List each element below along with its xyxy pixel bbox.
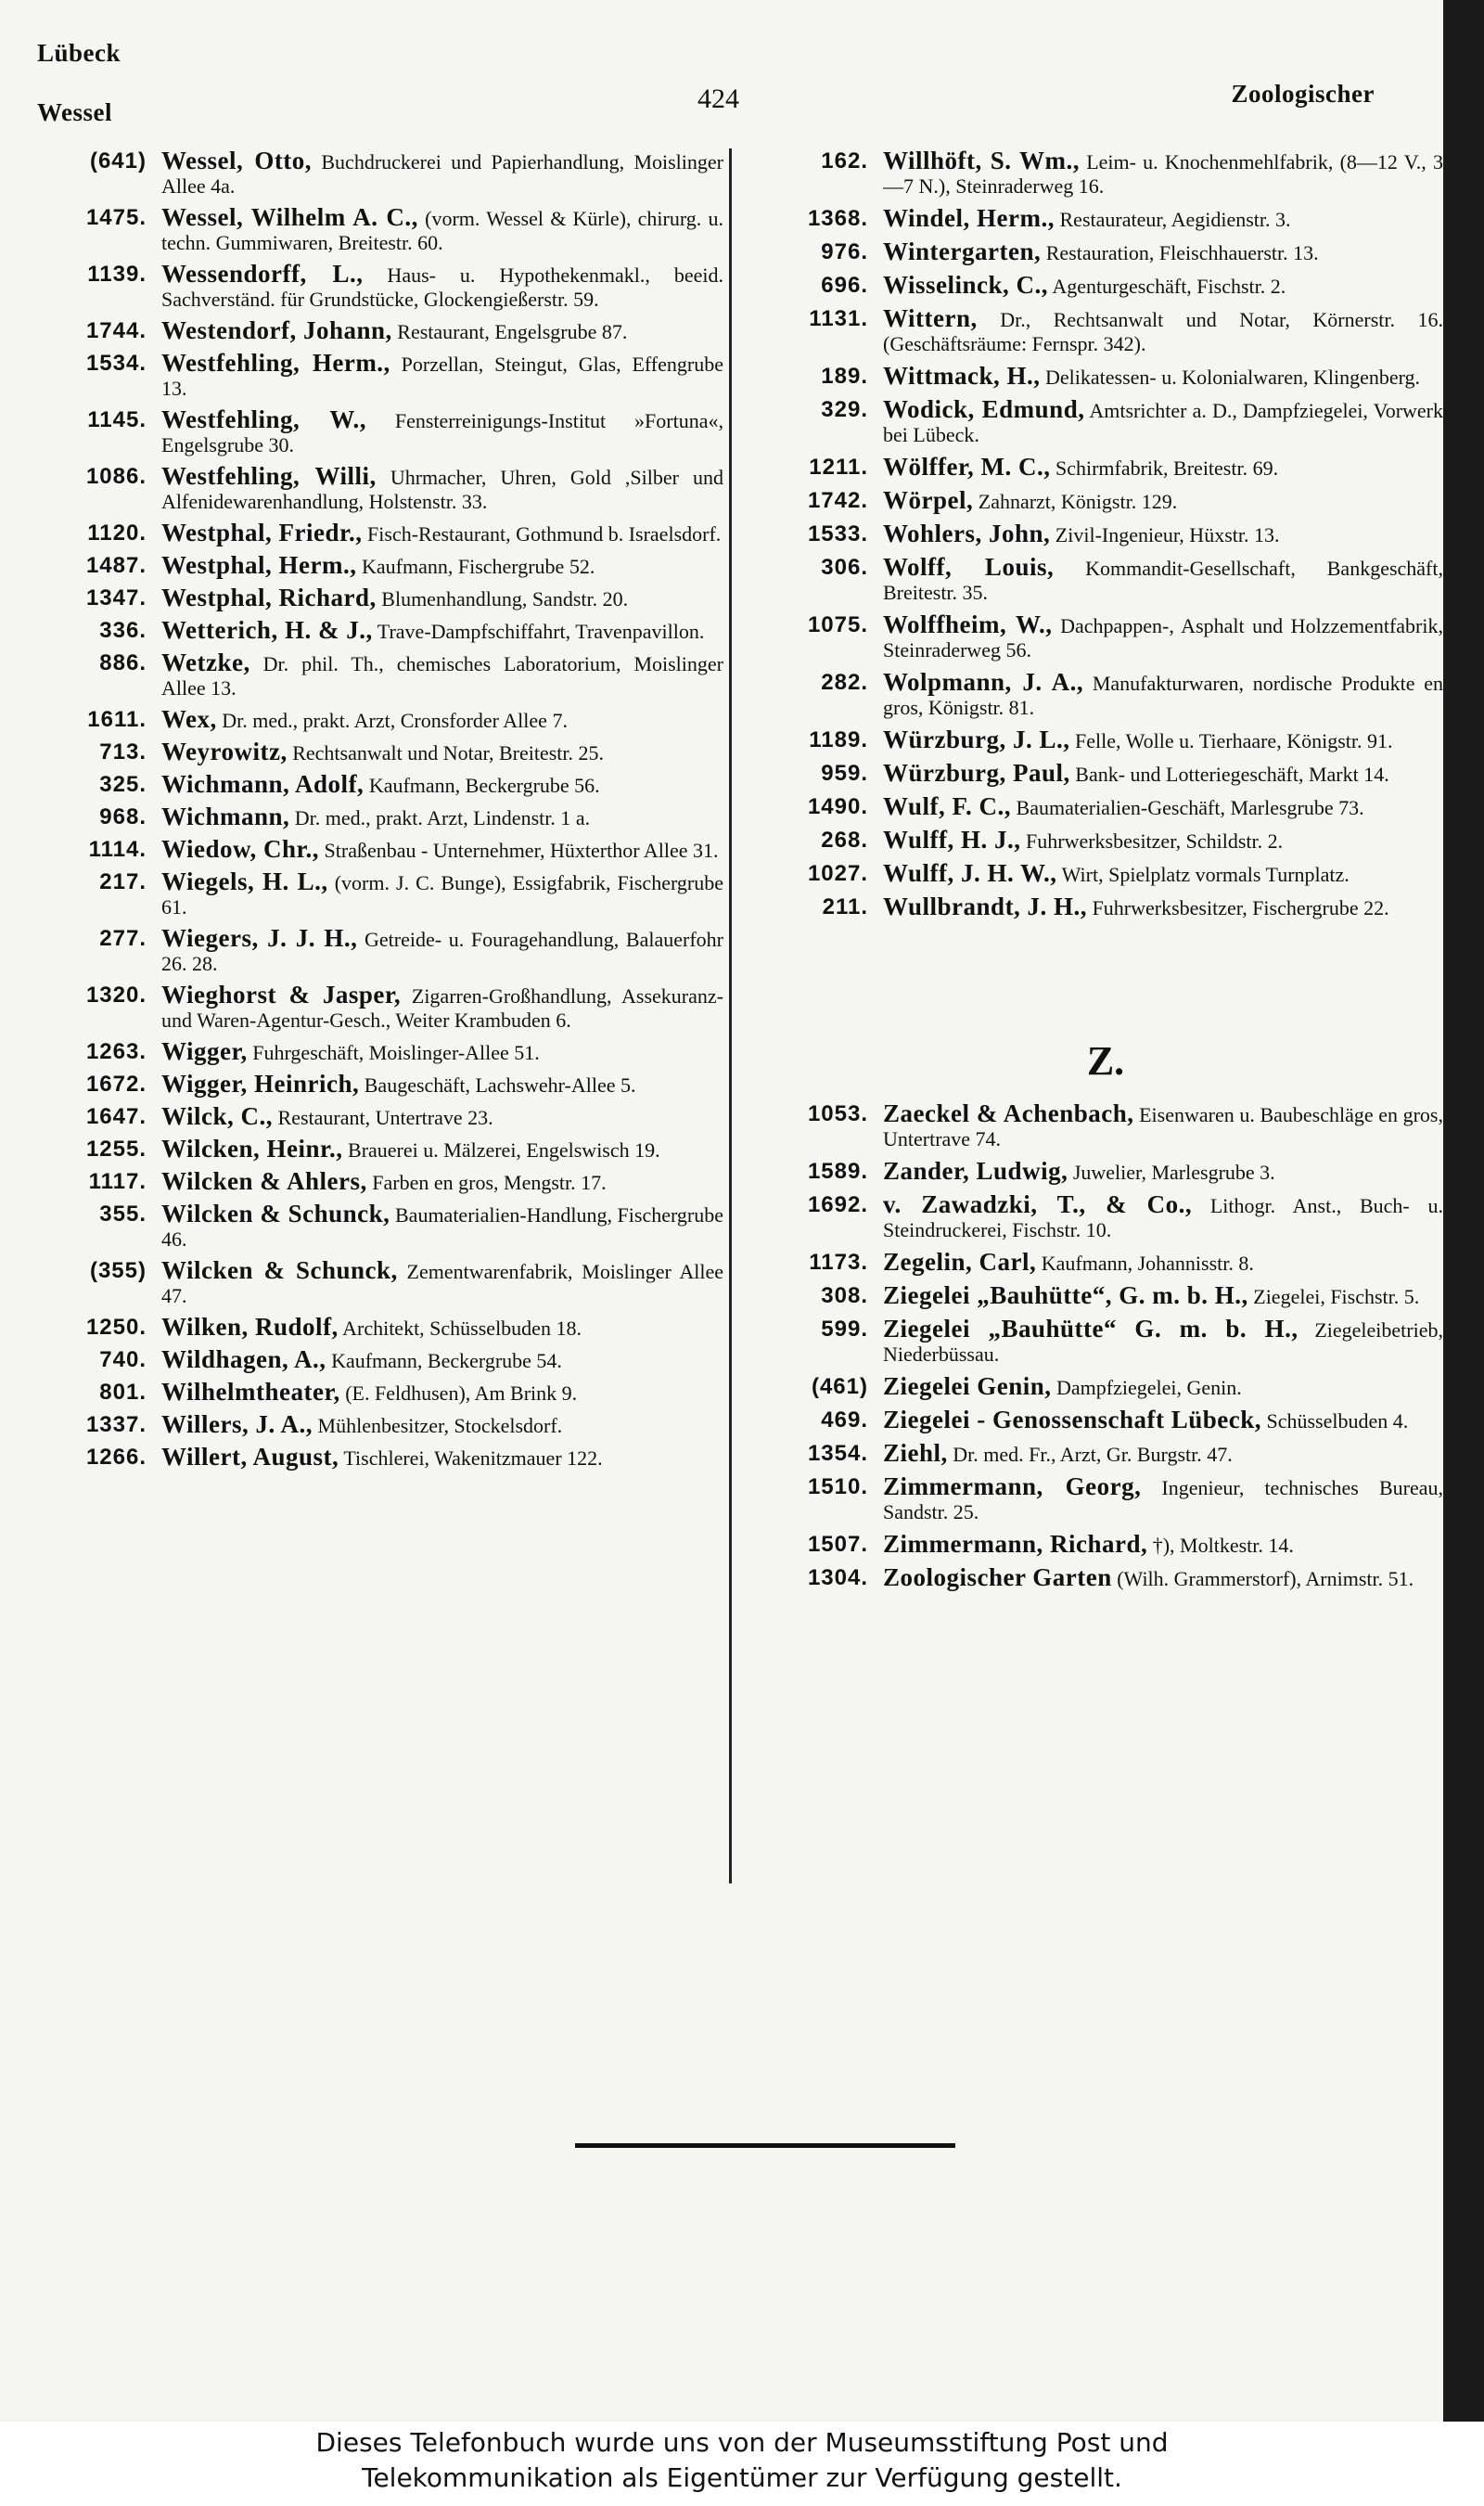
entry-name: Wiedow, Chr., xyxy=(161,835,320,863)
entry-name: Wohlers, John, xyxy=(883,520,1051,547)
directory-entry xyxy=(768,1474,1443,1524)
entry-name: Wetzke, xyxy=(161,649,250,676)
entry-name: Westfehling, Willi, xyxy=(161,462,377,490)
entry-description: Dachpappen-, Asphalt und Holzzementfabrik, Steinraderweg 56. xyxy=(883,614,1443,662)
entry-name: Ziegelei „Bauhütte“ G. m. b. H., xyxy=(883,1315,1298,1343)
entry-phone-number: 1255. xyxy=(85,1137,147,1162)
entry-name: Wörpel, xyxy=(883,486,974,514)
entry-name: Ziehl, xyxy=(883,1439,948,1467)
directory-entry xyxy=(768,612,1443,662)
entry-description: Leim- u. Knochenmehlfabrik, (8—12 V., 3—7 N.), Steinraderweg 16. xyxy=(883,150,1443,198)
entry-description: Dr. med., prakt. Arzt, Cronsforder Allee 7. xyxy=(216,709,568,732)
entry-phone-number: 469. xyxy=(821,1407,868,1433)
entry-name: Ziegelei - Genossenschaft Lübeck, xyxy=(883,1406,1261,1433)
directory-entry xyxy=(768,555,1443,605)
entry-description: Juwelier, Marlesgrube 3. xyxy=(1068,1161,1275,1184)
entry-name: Wolpmann, J. A., xyxy=(883,668,1084,696)
entry-name: Zegelin, Carl, xyxy=(883,1248,1037,1276)
entry-description: Fuhrwerksbesitzer, Fischergrube 22. xyxy=(1087,896,1389,919)
entry-phone-number: 1053. xyxy=(807,1101,868,1126)
entry-description: Dr., Rechtsanwalt und Notar, Körnerstr. 16. (Geschäftsräume: Fernspr. 342). xyxy=(883,308,1443,355)
directory-entry xyxy=(46,318,723,344)
entry-name: Wisselinck, C., xyxy=(883,271,1049,299)
entry-name: Wilck, C., xyxy=(161,1102,274,1130)
entry-phone-number: (355) xyxy=(89,1258,147,1283)
entry-name: Wulff, H. J., xyxy=(883,826,1021,854)
entry-name: Wulf, F. C., xyxy=(883,792,1012,820)
directory-entry xyxy=(768,1407,1443,1433)
entry-name: Westendorf, Johann, xyxy=(161,316,392,344)
entry-name: Wieghorst & Jasper, xyxy=(161,981,402,1009)
directory-entry xyxy=(768,455,1443,481)
entry-description: Zementwarenfabrik, Moislinger Allee 47. xyxy=(161,1260,723,1307)
entry-description: †), Moltkestr. 14. xyxy=(1147,1534,1294,1557)
entry-description: Brauerei u. Mälzerei, Engelswisch 19. xyxy=(342,1138,660,1162)
entry-name: Ziegelei Genin, xyxy=(883,1372,1052,1400)
entry-phone-number: 1507. xyxy=(807,1532,868,1557)
entry-description: Restaurant, Untertrave 23. xyxy=(273,1106,493,1129)
directory-entry xyxy=(46,926,723,976)
entry-name: Wullbrandt, J. H., xyxy=(883,893,1088,920)
entry-description: (E. Feldhusen), Am Brink 9. xyxy=(339,1382,578,1405)
entry-name: Würzburg, J. L., xyxy=(883,726,1070,753)
entry-description: Haus- u. Hypothekenmakl., beeid. Sachverständ. für Grundstücke, Glockengießerstr. 59. xyxy=(161,263,724,311)
entry-name: Willers, J. A., xyxy=(161,1410,313,1438)
entry-phone-number: 1266. xyxy=(85,1445,147,1470)
entry-phone-number: 1611. xyxy=(87,707,147,732)
entry-description: Zahnarzt, Königstr. 129. xyxy=(973,490,1178,513)
entry-phone-number: 355. xyxy=(99,1202,147,1227)
entry-name: Wulff, J. H. W., xyxy=(883,859,1057,887)
entry-phone-number: 1304. xyxy=(807,1565,868,1590)
directory-entry xyxy=(768,1565,1443,1591)
entry-name: Wittern, xyxy=(883,304,978,332)
entry-name: Wildhagen, A., xyxy=(161,1345,326,1373)
entry-name: Westfehling, Herm., xyxy=(161,349,390,377)
entry-name: Wigger, Heinrich, xyxy=(161,1070,360,1098)
header-first-entry: Wessel xyxy=(37,98,112,126)
directory-entry xyxy=(768,861,1443,887)
entry-name: Zoologischer Garten xyxy=(883,1563,1112,1591)
directory-entry xyxy=(46,262,723,312)
directory-entry xyxy=(46,739,723,765)
entry-description: Eisenwaren u. Baubeschläge en gros, Untertrave 74. xyxy=(883,1103,1443,1150)
entry-name: Zimmermann, Richard, xyxy=(883,1530,1148,1558)
directory-entry xyxy=(768,1532,1443,1558)
z-section-entries xyxy=(768,1101,1443,1591)
entry-phone-number: 713. xyxy=(99,739,147,765)
entry-phone-number: 1211. xyxy=(809,455,868,480)
entry-description: Fensterreinigungs-Institut »Fortuna«, Engelsgrube 30. xyxy=(161,409,723,456)
entry-phone-number: 801. xyxy=(99,1380,147,1405)
entry-phone-number: 976. xyxy=(821,239,868,264)
entry-description: Schirmfabrik, Breitestr. 69. xyxy=(1050,456,1279,480)
entry-description: (vorm. J. C. Bunge), Essigfabrik, Fischergrube 61. xyxy=(161,871,723,919)
footer-line-2: Telekommunikation als Eigentümer zur Verfügung gestellt. xyxy=(362,2462,1122,2493)
column-divider xyxy=(729,148,732,1883)
entry-description: Kaufmann, Fischergrube 52. xyxy=(356,555,595,578)
directory-entry xyxy=(768,727,1443,753)
section-letter: Z. xyxy=(1086,1038,1125,1084)
directory-entry xyxy=(46,1169,723,1195)
directory-entry xyxy=(46,1202,723,1252)
directory-entry xyxy=(768,1192,1443,1242)
entry-phone-number: 886. xyxy=(99,650,147,675)
entry-description: Restaurant, Engelsgrube 87. xyxy=(391,320,628,343)
entry-name: Wessel, Wilhelm A. C., xyxy=(161,203,418,231)
entry-name: Wölffer, M. C., xyxy=(883,453,1051,481)
entry-description: Kommandit-Gesellschaft, Bankgeschäft, Breitestr. 35. xyxy=(883,557,1443,604)
entry-phone-number: 1589. xyxy=(807,1159,868,1184)
entry-description: Manufakturwaren, nordische Produkte en gros, Königstr. 81. xyxy=(883,672,1443,719)
entry-phone-number: 306. xyxy=(821,555,868,580)
entry-name: Zaeckel & Achenbach, xyxy=(883,1099,1134,1127)
entry-phone-number: 696. xyxy=(821,273,868,298)
entry-phone-number: 599. xyxy=(821,1317,868,1342)
entry-description: Dr. phil. Th., chemisches Laboratorium, Moislinger Allee 13. xyxy=(161,652,723,700)
directory-entry xyxy=(768,239,1443,265)
directory-entry xyxy=(46,351,723,401)
entry-description: Uhrmacher, Uhren, Gold ,Silber und Alfenidewarenhandlung, Holstenstr. 33. xyxy=(161,466,723,513)
directory-entry xyxy=(768,1283,1443,1309)
entry-description: Trave-Dampfschiffahrt, Travenpavillon. xyxy=(372,620,705,643)
entry-description: (Wilh. Grammerstorf), Arnimstr. 51. xyxy=(1111,1567,1414,1590)
directory-entry xyxy=(46,869,723,919)
directory-entry xyxy=(46,205,723,255)
directory-entry xyxy=(46,553,723,579)
entry-description: Buchdruckerei und Papierhandlung, Moislinger Allee 4a. xyxy=(161,150,723,198)
entry-description: Dampfziegelei, Genin. xyxy=(1051,1376,1242,1399)
entry-phone-number: 1692. xyxy=(807,1192,868,1217)
entry-phone-number: 1347. xyxy=(85,585,147,610)
directory-entry xyxy=(46,1445,723,1471)
entry-description: Fisch-Restaurant, Gothmund b. Israelsdorf. xyxy=(362,522,722,546)
scan-edge xyxy=(1443,0,1484,2422)
entry-phone-number: 959. xyxy=(821,761,868,786)
entry-description: Dr. med. Fr., Arzt, Gr. Burgstr. 47. xyxy=(947,1443,1233,1466)
entry-description: Amtsrichter a. D., Dampfziegelei, Vorwerk bei Lübeck. xyxy=(883,399,1444,446)
entry-description: Baumaterialien-Handlung, Fischergrube 46. xyxy=(161,1203,723,1251)
directory-entry xyxy=(768,794,1443,820)
entry-phone-number: 740. xyxy=(99,1347,147,1372)
entry-name: Wex, xyxy=(161,705,217,733)
entry-phone-number: 1337. xyxy=(85,1412,147,1437)
entry-phone-number: 1120. xyxy=(87,520,147,546)
entry-name: Wilcken, Heinr., xyxy=(161,1135,343,1163)
entry-description: Baumaterialien-Geschäft, Marlesgrube 73. xyxy=(1011,796,1364,819)
directory-entry xyxy=(46,837,723,863)
entry-description: Mühlenbesitzer, Stockelsdorf. xyxy=(313,1414,563,1437)
directory-entry xyxy=(46,1380,723,1406)
entry-name: Weyrowitz, xyxy=(161,738,288,765)
entry-phone-number: 968. xyxy=(99,804,147,829)
entry-name: Wichmann, Adolf, xyxy=(161,770,365,798)
entry-description: Fuhrwerksbesitzer, Schildstr. 2. xyxy=(1020,829,1284,853)
right-column xyxy=(768,148,1443,1599)
entry-phone-number: 277. xyxy=(99,926,147,951)
entry-description: Architekt, Schüsselbuden 18. xyxy=(338,1317,582,1340)
entry-phone-number: 1672. xyxy=(85,1072,147,1097)
entry-phone-number: 1533. xyxy=(807,521,868,546)
entry-phone-number: 1475. xyxy=(85,205,147,230)
entry-phone-number: 1647. xyxy=(85,1104,147,1129)
directory-entry xyxy=(46,707,723,733)
entry-phone-number: 211. xyxy=(822,894,868,919)
entry-description: Dr. med., prakt. Arzt, Lindenstr. 1 a. xyxy=(289,806,591,829)
entry-phone-number: 1368. xyxy=(807,206,868,231)
entry-name: Wessel, Otto, xyxy=(161,147,313,174)
entry-description: Kaufmann, Beckergrube 54. xyxy=(326,1349,562,1372)
entry-description: Blumenhandlung, Sandstr. 20. xyxy=(376,587,629,610)
entry-description: Kaufmann, Johannisstr. 8. xyxy=(1036,1252,1254,1275)
directory-entry xyxy=(768,397,1443,447)
entry-description: Wirt, Spielplatz vormals Turnplatz. xyxy=(1056,863,1350,886)
entry-phone-number: 1027. xyxy=(807,861,868,886)
directory-entry xyxy=(46,1072,723,1098)
entry-description: Delikatessen- u. Kolonialwaren, Klingenberg. xyxy=(1040,366,1421,389)
entry-name: Wolff, Louis, xyxy=(883,553,1055,581)
entry-name: Wittmack, H., xyxy=(883,362,1041,390)
directory-entry xyxy=(46,407,723,457)
entry-name: Wetterich, H. & J., xyxy=(161,616,373,644)
directory-entry xyxy=(46,464,723,514)
entry-description: Farben en gros, Mengstr. 17. xyxy=(366,1171,607,1194)
entry-phone-number: 1742. xyxy=(807,488,868,513)
entry-name: Westphal, Richard, xyxy=(161,584,377,611)
entry-name: Wintergarten, xyxy=(883,238,1042,265)
entry-phone-number: 1487. xyxy=(85,553,147,578)
header-last-entry: Zoologischer xyxy=(1231,80,1375,108)
directory-entry xyxy=(768,894,1443,920)
entry-name: Ziegelei „Bauhütte“, G. m. b. H., xyxy=(883,1281,1248,1309)
entry-name: Wiegels, H. L., xyxy=(161,867,328,895)
entry-name: Westphal, Friedr., xyxy=(161,519,363,546)
entry-phone-number: 325. xyxy=(99,772,147,797)
end-rule xyxy=(575,2143,955,2148)
entry-phone-number: 162. xyxy=(821,148,868,173)
entry-name: Zimmermann, Georg, xyxy=(883,1472,1142,1500)
entry-description: Ingenieur, technisches Bureau, Sandstr. 25. xyxy=(883,1476,1443,1523)
directory-entry xyxy=(768,364,1443,390)
entry-name: Wilhelmtheater, xyxy=(161,1378,340,1406)
entry-description: Straßenbau - Unternehmer, Hüxterthor Allee 31. xyxy=(319,839,719,862)
entry-name: Willhöft, S. Wm., xyxy=(883,147,1080,174)
entry-phone-number: 1189. xyxy=(809,727,868,752)
directory-entry xyxy=(768,148,1443,199)
directory-entry xyxy=(46,148,723,199)
entry-phone-number: 1354. xyxy=(807,1441,868,1466)
directory-entry xyxy=(768,306,1443,356)
directory-entry xyxy=(768,1441,1443,1467)
entry-description: Agenturgeschäft, Fischstr. 2. xyxy=(1048,275,1286,298)
directory-entry xyxy=(46,1104,723,1130)
directory-entry xyxy=(768,1317,1443,1367)
footer-note xyxy=(0,2422,1484,2506)
entry-name: Wilcken & Schunck, xyxy=(161,1200,390,1227)
entry-name: Windel, Herm., xyxy=(883,204,1055,232)
entry-phone-number: 1145. xyxy=(87,407,147,432)
directory-entry xyxy=(46,1137,723,1163)
directory-entry xyxy=(768,521,1443,547)
directory-entry xyxy=(768,206,1443,232)
entry-phone-number: 1534. xyxy=(85,351,147,376)
footer-line-1: Dieses Telefonbuch wurde uns von der Museumsstiftung Post und xyxy=(315,2427,1169,2458)
directory-entry xyxy=(768,273,1443,299)
entry-phone-number: 282. xyxy=(821,670,868,695)
entry-phone-number: (461) xyxy=(811,1374,868,1399)
entry-description: Getreide- u. Fouragehandlung, Balauerfohr 26. 28. xyxy=(161,928,723,975)
directory-entry xyxy=(768,1159,1443,1185)
directory-entry xyxy=(46,1039,723,1065)
entry-description: Restaurateur, Aegidienstr. 3. xyxy=(1055,208,1291,231)
page-number: 424 xyxy=(697,84,739,114)
entry-phone-number: 308. xyxy=(821,1283,868,1308)
directory-entry xyxy=(46,772,723,798)
right-column-entries xyxy=(768,148,1443,920)
entry-name: Wigger, xyxy=(161,1037,248,1065)
entry-description: Tischlerei, Wakenitzmauer 122. xyxy=(339,1446,603,1470)
entry-description: Fuhrgeschäft, Moislinger-Allee 51. xyxy=(247,1041,540,1064)
directory-entry xyxy=(768,1250,1443,1276)
entry-name: v. Zawadzki, T., & Co., xyxy=(883,1190,1193,1218)
directory-entry xyxy=(46,618,723,644)
entry-description: Ziegelei, Fischstr. 5. xyxy=(1247,1285,1420,1308)
directory-entry xyxy=(46,804,723,830)
left-column xyxy=(46,148,723,1477)
directory-entry xyxy=(46,650,723,700)
entry-name: Wodick, Edmund, xyxy=(883,395,1085,423)
entry-phone-number: 1250. xyxy=(85,1315,147,1340)
directory-entry xyxy=(768,670,1443,720)
directory-entry xyxy=(46,1412,723,1438)
entry-phone-number: 1117. xyxy=(88,1169,147,1194)
entry-name: Zander, Ludwig, xyxy=(883,1157,1068,1185)
entry-phone-number: 329. xyxy=(821,397,868,422)
directory-entry xyxy=(768,488,1443,514)
entry-phone-number: 1173. xyxy=(809,1250,868,1275)
directory-entry xyxy=(46,1258,723,1308)
directory-entry xyxy=(768,1374,1443,1400)
entry-phone-number: 1744. xyxy=(85,318,147,343)
entry-phone-number: 1320. xyxy=(85,983,147,1008)
entry-name: Westphal, Herm., xyxy=(161,551,357,579)
directory-entry xyxy=(46,520,723,546)
entry-phone-number: 189. xyxy=(821,364,868,389)
entry-description: Restauration, Fleischhauerstr. 13. xyxy=(1041,241,1319,264)
entry-description: Kaufmann, Beckergrube 56. xyxy=(364,774,600,797)
directory-entry xyxy=(768,1101,1443,1151)
entry-phone-number: 1490. xyxy=(807,794,868,819)
entry-phone-number: 217. xyxy=(99,869,147,894)
entry-description: Zigarren-Großhandlung, Assekuranz- und Waren-Agentur-Gesch., Weiter Krambuden 6. xyxy=(161,984,723,1032)
entry-description: Rechtsanwalt und Notar, Breitestr. 25. xyxy=(287,741,604,765)
entry-phone-number: 1114. xyxy=(88,837,147,862)
directory-entry xyxy=(768,761,1443,787)
entry-description: Lithogr. Anst., Buch- u. Steindruckerei, Fischstr. 10. xyxy=(883,1194,1443,1241)
entry-phone-number: 1263. xyxy=(85,1039,147,1064)
entry-name: Wilken, Rudolf, xyxy=(161,1313,339,1341)
entry-name: Wichmann, xyxy=(161,803,290,830)
entry-name: Westfehling, W., xyxy=(161,405,366,433)
entry-phone-number: 1510. xyxy=(807,1474,868,1499)
directory-entry xyxy=(46,1315,723,1341)
entry-description: Ziegeleibetrieb, Niederbüssau. xyxy=(883,1318,1443,1366)
entry-description: Schüsselbuden 4. xyxy=(1261,1409,1409,1433)
entry-name: Wiegers, J. J. H., xyxy=(161,924,358,952)
entry-phone-number: 336. xyxy=(99,618,147,643)
entry-description: Porzellan, Steingut, Glas, Effengrube 13. xyxy=(161,353,723,400)
entry-name: Wessendorff, L., xyxy=(161,260,364,288)
entry-phone-number: 268. xyxy=(821,828,868,853)
entry-phone-number: 1075. xyxy=(807,612,868,637)
entry-description: (vorm. Wessel & Kürle), chirurg. u. techn. Gummiwaren, Breitestr. 60. xyxy=(161,207,723,254)
entry-name: Willert, August, xyxy=(161,1443,339,1471)
entry-description: Felle, Wolle u. Tierhaare, Königstr. 91. xyxy=(1069,729,1393,752)
directory-entry xyxy=(46,983,723,1033)
entry-phone-number: 1086. xyxy=(85,464,147,489)
entry-name: Würzburg, Paul, xyxy=(883,759,1070,787)
entry-name: Wolffheim, W., xyxy=(883,610,1053,638)
directory-entry xyxy=(46,1347,723,1373)
header-city: Lübeck xyxy=(37,39,122,67)
entry-name: Wilcken & Ahlers, xyxy=(161,1167,367,1195)
entry-phone-number: 1131. xyxy=(809,306,868,331)
directory-entry xyxy=(46,585,723,611)
entry-phone-number: 1139. xyxy=(87,262,147,287)
entry-description: Baugeschäft, Lachswehr-Allee 5. xyxy=(359,1073,636,1097)
entry-description: Bank- und Lotteriegeschäft, Markt 14. xyxy=(1069,763,1389,786)
entry-phone-number: (641) xyxy=(89,148,147,173)
directory-entry xyxy=(768,828,1443,854)
entry-name: Wilcken & Schunck, xyxy=(161,1256,398,1284)
entry-description: Zivil-Ingenieur, Hüxstr. 13. xyxy=(1050,523,1280,546)
